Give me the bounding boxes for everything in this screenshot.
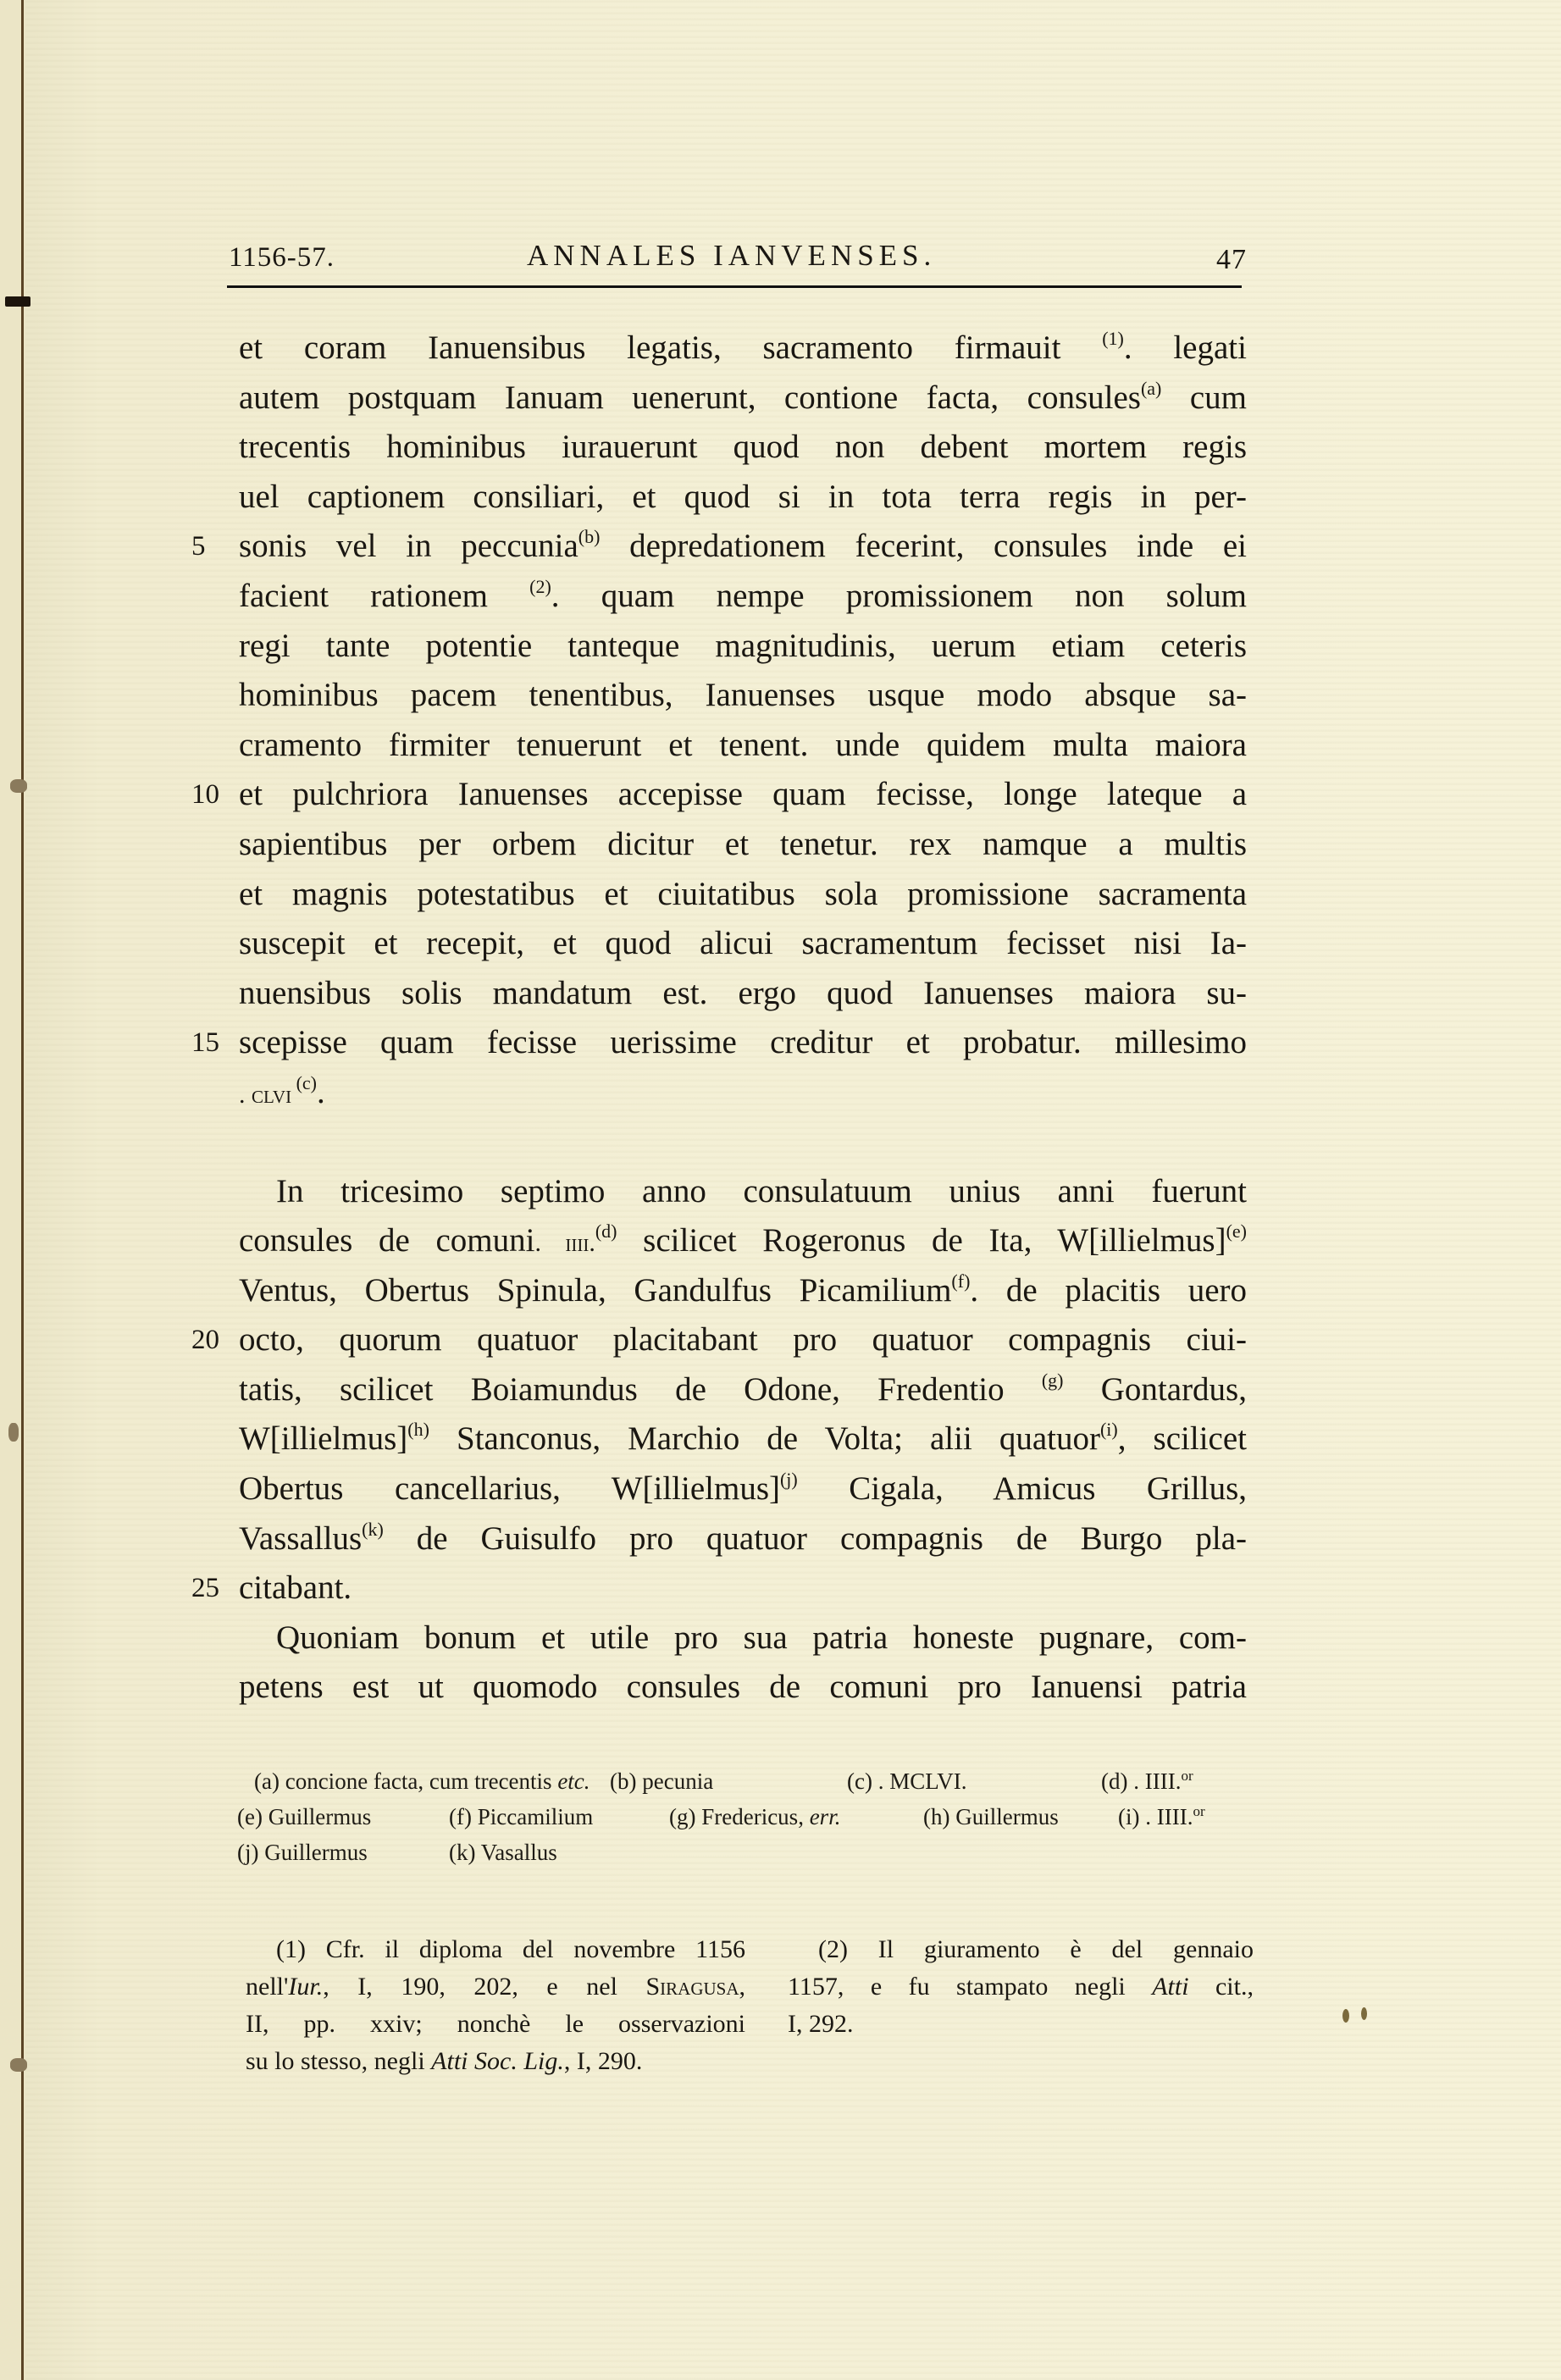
text-run: W[illielmus] <box>239 1420 408 1458</box>
text-run: (2) Il giuramento è del gennaio <box>818 1935 1254 1963</box>
variant-notes <box>237 1763 1254 1870</box>
variant-note <box>237 1799 371 1835</box>
text-run: et magnis potestatibus et ciuitatibus sola promissione sacramenta <box>239 875 1247 912</box>
text-line <box>239 1167 1247 1217</box>
text-line <box>239 1514 1247 1564</box>
variant-note <box>669 1799 840 1835</box>
variant-text: . IIII. <box>1133 1768 1182 1794</box>
variant-text: . IIII. <box>1145 1804 1193 1829</box>
text-run: de Guisulfo pro quatuor compagnis de Burgo pla- <box>383 1519 1247 1557</box>
text-run: , scilicet <box>1117 1420 1248 1458</box>
footnote-ref: (k) <box>362 1518 384 1540</box>
text-run: petens est ut quomodo consules de comuni pro Ianuensi patria <box>239 1669 1247 1706</box>
variant-note-line <box>237 1799 1254 1835</box>
text-line <box>239 622 1247 672</box>
text-run: cramento firmiter tenuerunt et tenent. unde quidem multa maiora <box>239 726 1247 763</box>
text-run: I, 292. <box>788 2010 854 2038</box>
variant-label: (i) <box>1118 1804 1146 1829</box>
text-line <box>239 572 1247 622</box>
text-line <box>191 1564 1247 1613</box>
header-title: ANNALES IANVENSES. <box>527 239 937 272</box>
italic-text: Atti Soc. Lig. <box>431 2047 564 2075</box>
line-number: 20 <box>191 1325 219 1356</box>
text-run: Cigala, Amicus Grillus, <box>797 1470 1247 1508</box>
page-number: 47 <box>1216 244 1247 275</box>
text-run: . de placitis uero <box>970 1271 1248 1309</box>
text-run: sonis vel in peccunia <box>239 528 578 565</box>
footnote-ref: (h) <box>407 1419 429 1441</box>
variant-text: Vasallus <box>480 1840 557 1865</box>
binding-stitch <box>10 2058 27 2072</box>
line-number: 5 <box>191 531 206 562</box>
variant-label: (a) <box>254 1768 285 1794</box>
text-run: . legati <box>1123 329 1247 366</box>
text-line <box>239 671 1247 721</box>
footnote-line <box>246 2006 745 2043</box>
text-line <box>239 1216 1247 1266</box>
text-line <box>239 374 1247 423</box>
main-text <box>191 324 1248 1713</box>
header-years: 1156-57. <box>229 242 335 273</box>
italic-text: err. <box>809 1804 841 1829</box>
text-run: In tricesimo septimo anno consulatuum unius anni fuerunt <box>276 1172 1247 1209</box>
text-run: et coram Ianuensibus legatis, sacramento firmauit <box>239 329 1103 366</box>
variant-label: (d) <box>1101 1768 1134 1794</box>
text-line <box>239 969 1247 1019</box>
text-run: Quoniam bonum et utile pro sua patria honeste pugnare, com- <box>276 1619 1247 1656</box>
text-run: regi tante potentie tanteque magnitudinis, uerum etiam ceteris <box>239 627 1247 664</box>
text-run: sapientibus per orbem dicitur et tenetur. rex namque a multis <box>239 825 1247 862</box>
text-line <box>239 1414 1247 1464</box>
footnote-ref: (d) <box>595 1220 617 1243</box>
small-caps-text: . iiii. <box>534 1229 595 1258</box>
variant-note <box>449 1799 593 1835</box>
header-rule <box>227 285 1242 288</box>
footnote-ref: (a) <box>1140 377 1162 399</box>
text-run: Gontardus, <box>1063 1370 1247 1408</box>
text-run: suscepit et recepit, et quod alicui sacramentum fecisset nisi Ia- <box>239 925 1247 962</box>
text-run: autem postquam Ianuam uenerunt, contione facta, consules <box>239 379 1141 416</box>
text-run: cum <box>1161 379 1247 416</box>
variant-text: Piccamilium <box>477 1804 594 1829</box>
superscript: or <box>1193 1803 1205 1819</box>
variant-note <box>923 1799 1059 1835</box>
text-line <box>191 522 1247 572</box>
variant-text: Guillermus <box>955 1804 1059 1829</box>
text-run: II, pp. xxiv; nonchè le osservazioni <box>246 2010 745 2038</box>
variant-text: Guillermus <box>268 1804 372 1829</box>
text-run: . quam nempe promissionem non solum <box>551 577 1248 614</box>
text-run: et pulchriora Ianuenses accepisse quam fecisse, longe lateque a <box>239 776 1247 813</box>
text-run: trecentis hominibus iurauerunt quod non debent mortem regis <box>239 429 1247 466</box>
text-line <box>191 770 1247 820</box>
footnote-ref: (e) <box>1226 1220 1247 1243</box>
text-line <box>239 1464 1247 1514</box>
text-run: 1157, e fu stampato negli <box>788 1973 1153 2001</box>
text-run: Ventus, Obertus Spinula, Gandulfus Picamilium <box>239 1271 952 1309</box>
text-run: consules de comuni <box>239 1222 535 1259</box>
footnote-line <box>246 1931 745 1968</box>
variant-text: pecunia <box>642 1768 714 1794</box>
running-header <box>229 239 1245 276</box>
variant-note <box>449 1835 557 1870</box>
paper-blemish <box>1361 2007 1367 2020</box>
variant-text: concione facta, cum trecentis <box>285 1768 558 1794</box>
footnote-ref: (i) <box>1099 1419 1118 1441</box>
footnote-ref: (g) <box>1041 1369 1064 1391</box>
paper-blemish <box>1342 2009 1349 2023</box>
text-run: nell' <box>246 1973 289 2001</box>
footnote-ref: (2) <box>529 575 551 597</box>
text-run: facient rationem <box>239 577 530 614</box>
text-line <box>239 1365 1247 1415</box>
text-line <box>239 1613 1247 1663</box>
variant-text: Guillermus <box>264 1840 368 1865</box>
text-run: octo, quorum quatuor placitabant pro quatuor compagnis ciui- <box>239 1321 1247 1359</box>
binding-stitch <box>8 1423 19 1442</box>
footnote-line <box>246 1968 745 2006</box>
variant-label: (b) <box>610 1768 643 1794</box>
text-run: cit., <box>1188 1973 1254 2001</box>
text-run: Vassallus <box>239 1519 363 1557</box>
variant-label: (g) <box>669 1804 702 1829</box>
binding-stitch <box>5 296 30 307</box>
text-run: tatis, scilicet Boiamundus de Odone, Fredentio <box>239 1370 1042 1408</box>
superscript: or <box>1181 1768 1193 1784</box>
text-run: su lo stesso, negli <box>246 2047 432 2075</box>
variant-label: (h) <box>923 1804 956 1829</box>
variant-note-line <box>246 1763 1254 1799</box>
footnote-line <box>788 1931 1254 1968</box>
text-run: scilicet Rogeronus de Ita, W[illielmus] <box>617 1222 1226 1259</box>
small-caps-text: Siragusa <box>645 1973 739 2001</box>
variant-note <box>1101 1763 1193 1799</box>
text-run: Obertus cancellarius, W[illielmus] <box>239 1470 780 1508</box>
text-run: , <box>739 1973 745 2001</box>
footnote-ref: (f) <box>951 1270 971 1292</box>
text-run: hominibus pacem tenentibus, Ianuenses usque modo absque sa- <box>239 677 1247 714</box>
line-number: 10 <box>191 779 219 811</box>
text-line <box>191 1018 1247 1068</box>
text-line <box>239 423 1247 473</box>
text-run: uel captionem consiliari, et quod si in tota terra regis in per- <box>239 478 1247 515</box>
footnote-1 <box>246 1931 745 2080</box>
footnote-ref: (b) <box>578 526 601 548</box>
text-line <box>239 324 1247 374</box>
binding-edge <box>21 0 24 2380</box>
text-line <box>191 1315 1247 1365</box>
variant-label: (k) <box>449 1840 481 1865</box>
variant-note-line <box>237 1835 1254 1870</box>
text-line <box>239 1663 1247 1713</box>
binding-stitch <box>10 779 27 793</box>
text-run: scepisse quam fecisse uerissime creditur et probatur. millesimo <box>239 1024 1247 1061</box>
variant-note <box>1118 1799 1205 1835</box>
variant-label: (c) <box>847 1768 878 1794</box>
footnote-line <box>788 1968 1254 2006</box>
footnote-ref: (1) <box>1102 328 1124 349</box>
text-run: (1) Cfr. il diploma del novembre 1156 <box>276 1935 745 1963</box>
text-line <box>239 1068 1247 1118</box>
variant-label: (f) <box>449 1804 478 1829</box>
footnote-ref: (c) <box>291 1071 317 1093</box>
footnote-line <box>788 2006 1254 2043</box>
italic-text: etc. <box>557 1768 590 1794</box>
text-run: Stanconus, Marchio de Volta; alii quatuor <box>429 1420 1100 1458</box>
text-run: , I, 190, 202, e nel <box>323 1973 646 2001</box>
variant-note <box>610 1763 713 1799</box>
text-run: , I, 290. <box>563 2047 643 2075</box>
text-run: . <box>317 1073 325 1110</box>
small-caps-text: . clvi <box>239 1080 292 1109</box>
text-line <box>239 1266 1247 1316</box>
line-number: 15 <box>191 1027 219 1059</box>
line-number: 25 <box>191 1573 219 1604</box>
text-run: citabant. <box>239 1569 352 1607</box>
text-line <box>239 919 1247 969</box>
text-line <box>239 820 1247 870</box>
variant-note <box>237 1835 368 1870</box>
variant-label: (e) <box>237 1804 268 1829</box>
text-run: depredationem fecerint, consules inde ei <box>600 528 1247 565</box>
variant-note <box>254 1763 590 1799</box>
text-line <box>239 870 1247 920</box>
text-line <box>239 473 1247 523</box>
text-run: nuensibus solis mandatum est. ergo quod Ianuenses maiora su- <box>239 974 1247 1011</box>
italic-text: Iur. <box>288 1973 324 2001</box>
footnote-line <box>246 2043 745 2080</box>
variant-text: . MCLVI. <box>877 1768 967 1794</box>
variant-label: (j) <box>237 1840 265 1865</box>
italic-text: Atti <box>1152 1973 1189 2001</box>
footnote-2 <box>788 1931 1254 2043</box>
variant-note <box>847 1763 967 1799</box>
footnote-ref: (j) <box>779 1469 798 1491</box>
text-line <box>239 721 1247 771</box>
variant-text: Fredericus, <box>701 1804 810 1829</box>
